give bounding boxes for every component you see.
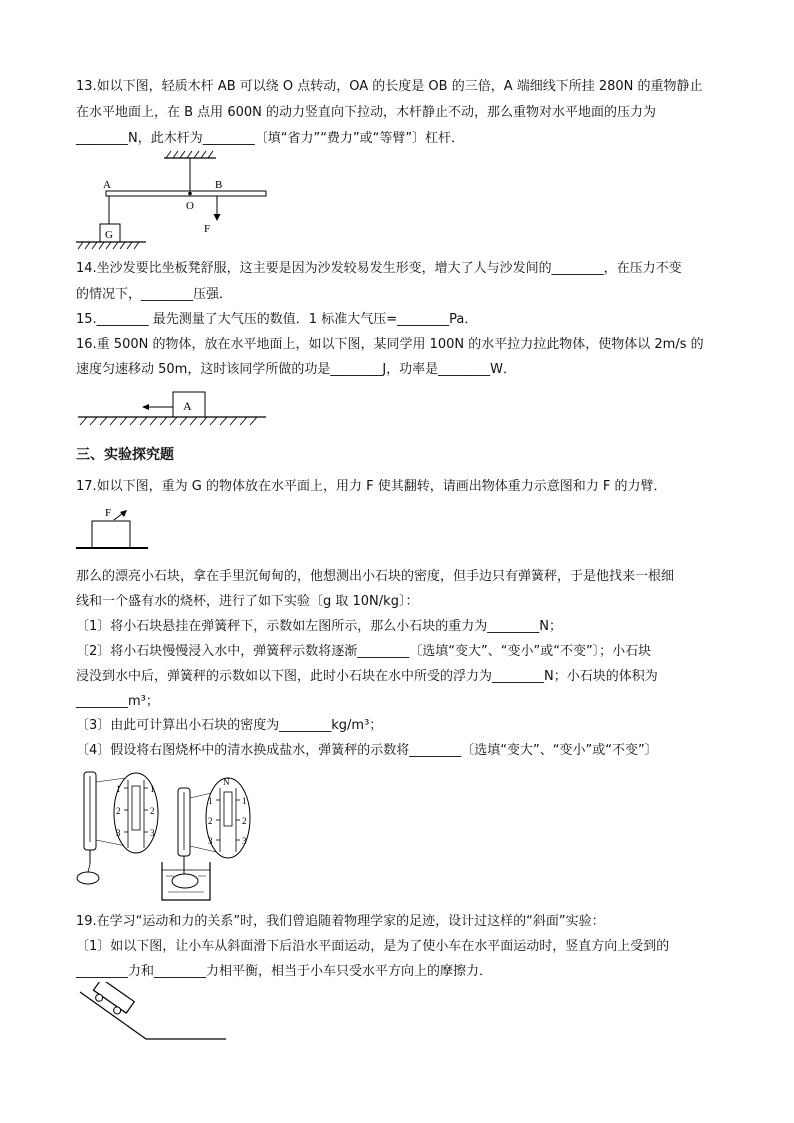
left-tick-3a: 3 — [116, 828, 121, 838]
ground-hatch — [80, 417, 257, 425]
label-A: A — [183, 399, 192, 413]
label-O: O — [186, 200, 194, 212]
cart — [90, 982, 135, 1018]
tipping-block-figure — [76, 502, 156, 554]
right-tick-1b: 1 — [242, 796, 247, 806]
left-tick-1a: 1 — [116, 784, 121, 794]
label-G: G — [105, 229, 113, 241]
right-tick-2b: 2 — [242, 816, 247, 826]
spring-scale-figure — [76, 768, 266, 904]
right-tick-1a: 1 — [208, 796, 213, 806]
lever-bar — [106, 191, 266, 196]
q13-line1: 13.如以下图，轻质木杆 AB 可以绕 O 点转动，OA 的长度是 OB 的三倍，A 端细线下所挂 280N 的重物静止 — [76, 79, 703, 94]
q19-line2: 〔1〕如以下图，让小车从斜面滑下后沿水平面运动，是为了使小车在水平面运动时，竖直方向上受到的 — [76, 939, 670, 954]
q18-line7: 〔3〕由此可计算出小石块的密度为________kg/m³； — [76, 718, 383, 733]
pivot-point — [188, 192, 192, 196]
q19-line1: 19.在学习“运动和力的关系”时，我们曾追随着物理学家的足迹，设计过这样的“斜面”实验： — [76, 914, 605, 929]
force-arrowhead — [214, 214, 221, 221]
q18-line8: 〔4〕假设将右图烧杯中的清水换成盐水，弹簧秤的示数将________〔选填“变大”、“变小”或“不变”〕 — [76, 743, 658, 758]
q18-line2: 线和一个盛有水的烧杯，进行了如下实验〔g 取 10N/kg〕： — [76, 594, 419, 609]
label-F: F — [204, 223, 211, 235]
q18-line5: 浸没到水中后，弹簧秤的示数如以下图，此时小石块在水中所受的浮力为________N；小石块的体积为 — [76, 669, 658, 684]
left-stone — [77, 872, 99, 884]
block — [92, 521, 130, 548]
right-tick-2a: 2 — [208, 816, 213, 826]
ground-hatch — [78, 242, 139, 249]
label-F: F — [105, 507, 112, 519]
right-stone — [172, 874, 198, 888]
q15-line1: 15.________ 最先测量了大气压的数值．1 标准大气压=________Pa． — [76, 312, 478, 327]
label-B: B — [215, 179, 223, 191]
q17-line1: 17.如以下图，重为 G 的物体放在水平面上，用力 F 使其翻转，请画出物体重力示意图和力 F 的力臂． — [76, 479, 667, 494]
force-arrowhead — [120, 510, 127, 517]
label-A: A — [103, 179, 111, 191]
section-title: 三、实验探究题 — [76, 447, 174, 463]
q14-line1: 14.坐沙发要比坐板凳舒服，这主要是因为沙发较易发生形变，增大了人与沙发间的________，在压力不变 — [76, 261, 682, 276]
q18-line4: 〔2〕将小石块慢慢浸入水中，弹簧秤示数将逐渐________〔选填“变大”、“变小”或“不变”〕；小石块 — [76, 644, 652, 659]
q18-line6: ________m³； — [76, 694, 159, 709]
q16-line2: 速度匀速移动 50m，这时该同学所做的功是________J，功率是________W． — [76, 362, 517, 377]
q18-line1: 那么的漂亮小石块，拿在手里沉甸甸的，他想测出小石块的密度，但手边只有弹簧秤，于是他找来一根细 — [76, 569, 675, 584]
q13-line3: ________N，此木杆为________〔填“省力”“费力”或“等臂”〕杠杆． — [76, 131, 465, 146]
q14-line2: 的情况下，________压强． — [76, 287, 233, 302]
right-unit-N: N — [223, 777, 230, 787]
right-tick-3a: 3 — [208, 836, 213, 846]
left-tick-2b: 2 — [150, 806, 155, 816]
incline-cart-figure — [76, 982, 236, 1046]
left-tick-3b: 3 — [150, 828, 155, 838]
q16-line1: 16.重 500N 的物体，放在水平地面上，如以下图，某同学用 100N 的水平拉力拉此物体，使物体以 2m/s 的 — [76, 337, 704, 352]
lever-figure — [76, 148, 276, 254]
q13-line2: 在水平地面上，在 B 点用 600N 的动力竖直向下拉动，木杆静止不动，那么重物对水平地面的压力为 — [76, 105, 656, 120]
q18-line3: 〔1〕将小石块悬挂在弹簧秤下，示数如左图所示，那么小石块的重力为________N； — [76, 619, 562, 634]
pull-arrowhead — [142, 404, 149, 410]
ceiling-hatch — [166, 151, 213, 158]
left-tick-2a: 2 — [116, 806, 121, 816]
right-tick-3b: 3 — [242, 836, 247, 846]
pull-block-figure — [78, 390, 268, 428]
left-tick-1b: 1 — [150, 784, 155, 794]
q19-line3: ________力和________力相平衡，相当于小车只受水平方向上的摩擦力． — [76, 964, 493, 979]
